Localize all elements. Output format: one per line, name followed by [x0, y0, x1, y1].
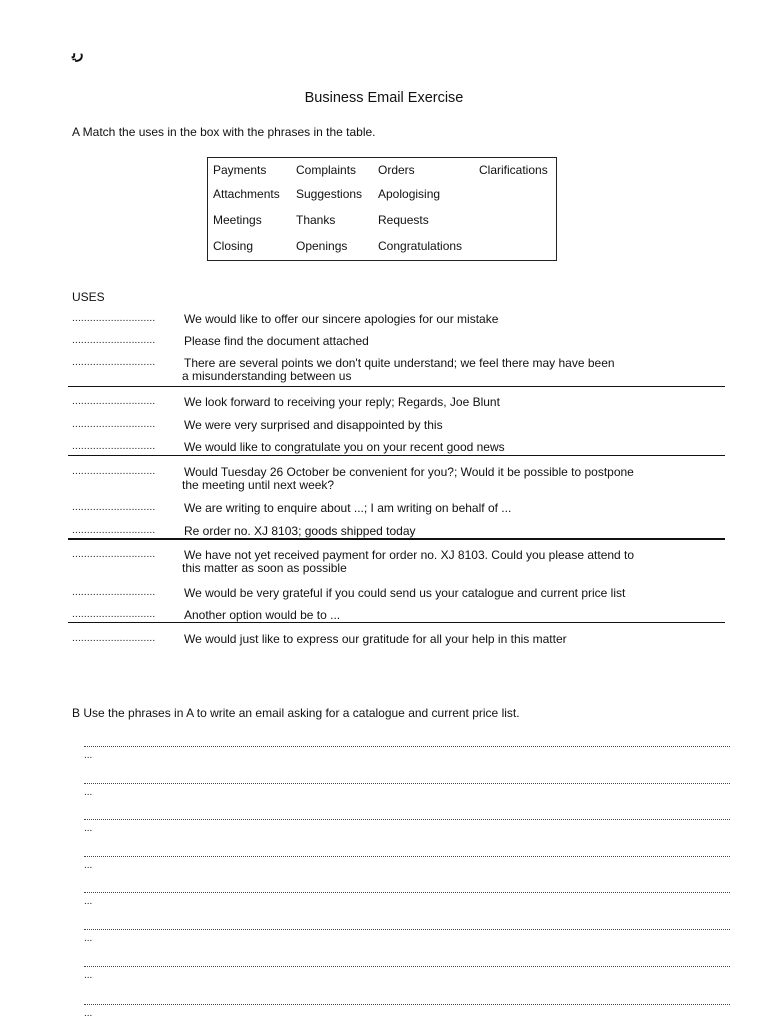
writing-line[interactable]: ...: [84, 809, 730, 835]
writing-line[interactable]: ...: [84, 736, 730, 762]
phrase-text-continued: the meeting until next week?: [182, 478, 335, 492]
answer-blank[interactable]: ............................: [72, 419, 156, 430]
writing-line[interactable]: ...: [84, 882, 730, 908]
box-word: Payments: [213, 163, 267, 177]
instruction-a: A Match the uses in the box with the phrases in the table.: [72, 125, 376, 139]
divider-line: [68, 455, 725, 456]
answer-blank[interactable]: ............................: [72, 549, 156, 560]
writing-line[interactable]: ...: [84, 773, 730, 799]
box-word: Orders: [378, 163, 415, 177]
box-word: Attachments: [213, 187, 280, 201]
phrase-text: We would just like to express our gratitude for all your help in this matter: [184, 632, 567, 646]
phrase-text: We have not yet received payment for order no. XJ 8103. Could you please attend to: [184, 548, 635, 562]
answer-blank[interactable]: ............................: [72, 357, 156, 368]
box-word: Suggestions: [296, 187, 363, 201]
writing-line[interactable]: ...: [84, 994, 730, 1020]
answer-blank[interactable]: ............................: [72, 587, 156, 598]
phrase-text: Please find the document attached: [184, 334, 369, 348]
uses-label: USES: [72, 290, 105, 304]
box-word: Clarifications: [479, 163, 548, 177]
phrase-text: We are writing to enquire about ...; I am writing on behalf of ...: [184, 501, 512, 515]
phrase-text: We would like to congratulate you on your recent good news: [184, 440, 505, 454]
answer-blank[interactable]: ............................: [72, 466, 156, 477]
answer-blank[interactable]: ............................: [72, 609, 156, 620]
phrase-text: Would Tuesday 26 October be convenient for you?; Would it be possible to postpone: [184, 465, 634, 479]
answer-blank[interactable]: ............................: [72, 396, 156, 407]
box-word: Thanks: [296, 213, 336, 227]
divider-line: [68, 622, 725, 623]
uses-box: [207, 157, 557, 261]
answer-blank[interactable]: ............................: [72, 633, 156, 644]
box-word: Requests: [378, 213, 429, 227]
writing-line[interactable]: ...: [84, 956, 730, 982]
divider-line: [68, 386, 725, 387]
answer-blank[interactable]: ............................: [72, 313, 156, 324]
answer-blank[interactable]: ............................: [72, 335, 156, 346]
phrase-text-continued: a misunderstanding between us: [182, 369, 352, 383]
header-mark: ﺭﻳ: [72, 45, 84, 62]
phrase-text: Re order no. XJ 8103; goods shipped today: [184, 524, 416, 538]
page-title: Business Email Exercise: [304, 90, 464, 106]
box-word: Apologising: [378, 187, 441, 201]
phrase-text: There are several points we don't quite understand; we feel there may have been: [184, 356, 615, 370]
phrase-text: We would be very grateful if you could send us your catalogue and current price list: [184, 586, 626, 600]
phrase-text: Another option would be to ...: [184, 608, 341, 622]
answer-blank[interactable]: ............................: [72, 525, 156, 536]
box-word: Closing: [213, 239, 254, 253]
box-word: Complaints: [296, 163, 357, 177]
writing-line[interactable]: ...: [84, 919, 730, 945]
phrase-text: We would like to offer our sincere apologies for our mistake: [184, 312, 499, 326]
instruction-b: B Use the phrases in A to write an email asking for a catalogue and current price list.: [72, 706, 520, 720]
phrase-text: We were very surprised and disappointed by this: [184, 418, 443, 432]
phrase-text: We look forward to receiving your reply; Regards, Joe Blunt: [184, 395, 500, 409]
box-word: Openings: [296, 239, 348, 253]
box-word: Congratulations: [378, 239, 463, 253]
answer-blank[interactable]: ............................: [72, 502, 156, 513]
box-word: Meetings: [213, 213, 262, 227]
writing-line[interactable]: ...: [84, 846, 730, 872]
phrase-text-continued: this matter as soon as possible: [182, 561, 347, 575]
answer-blank[interactable]: ............................: [72, 441, 156, 452]
divider-line: [68, 538, 725, 540]
